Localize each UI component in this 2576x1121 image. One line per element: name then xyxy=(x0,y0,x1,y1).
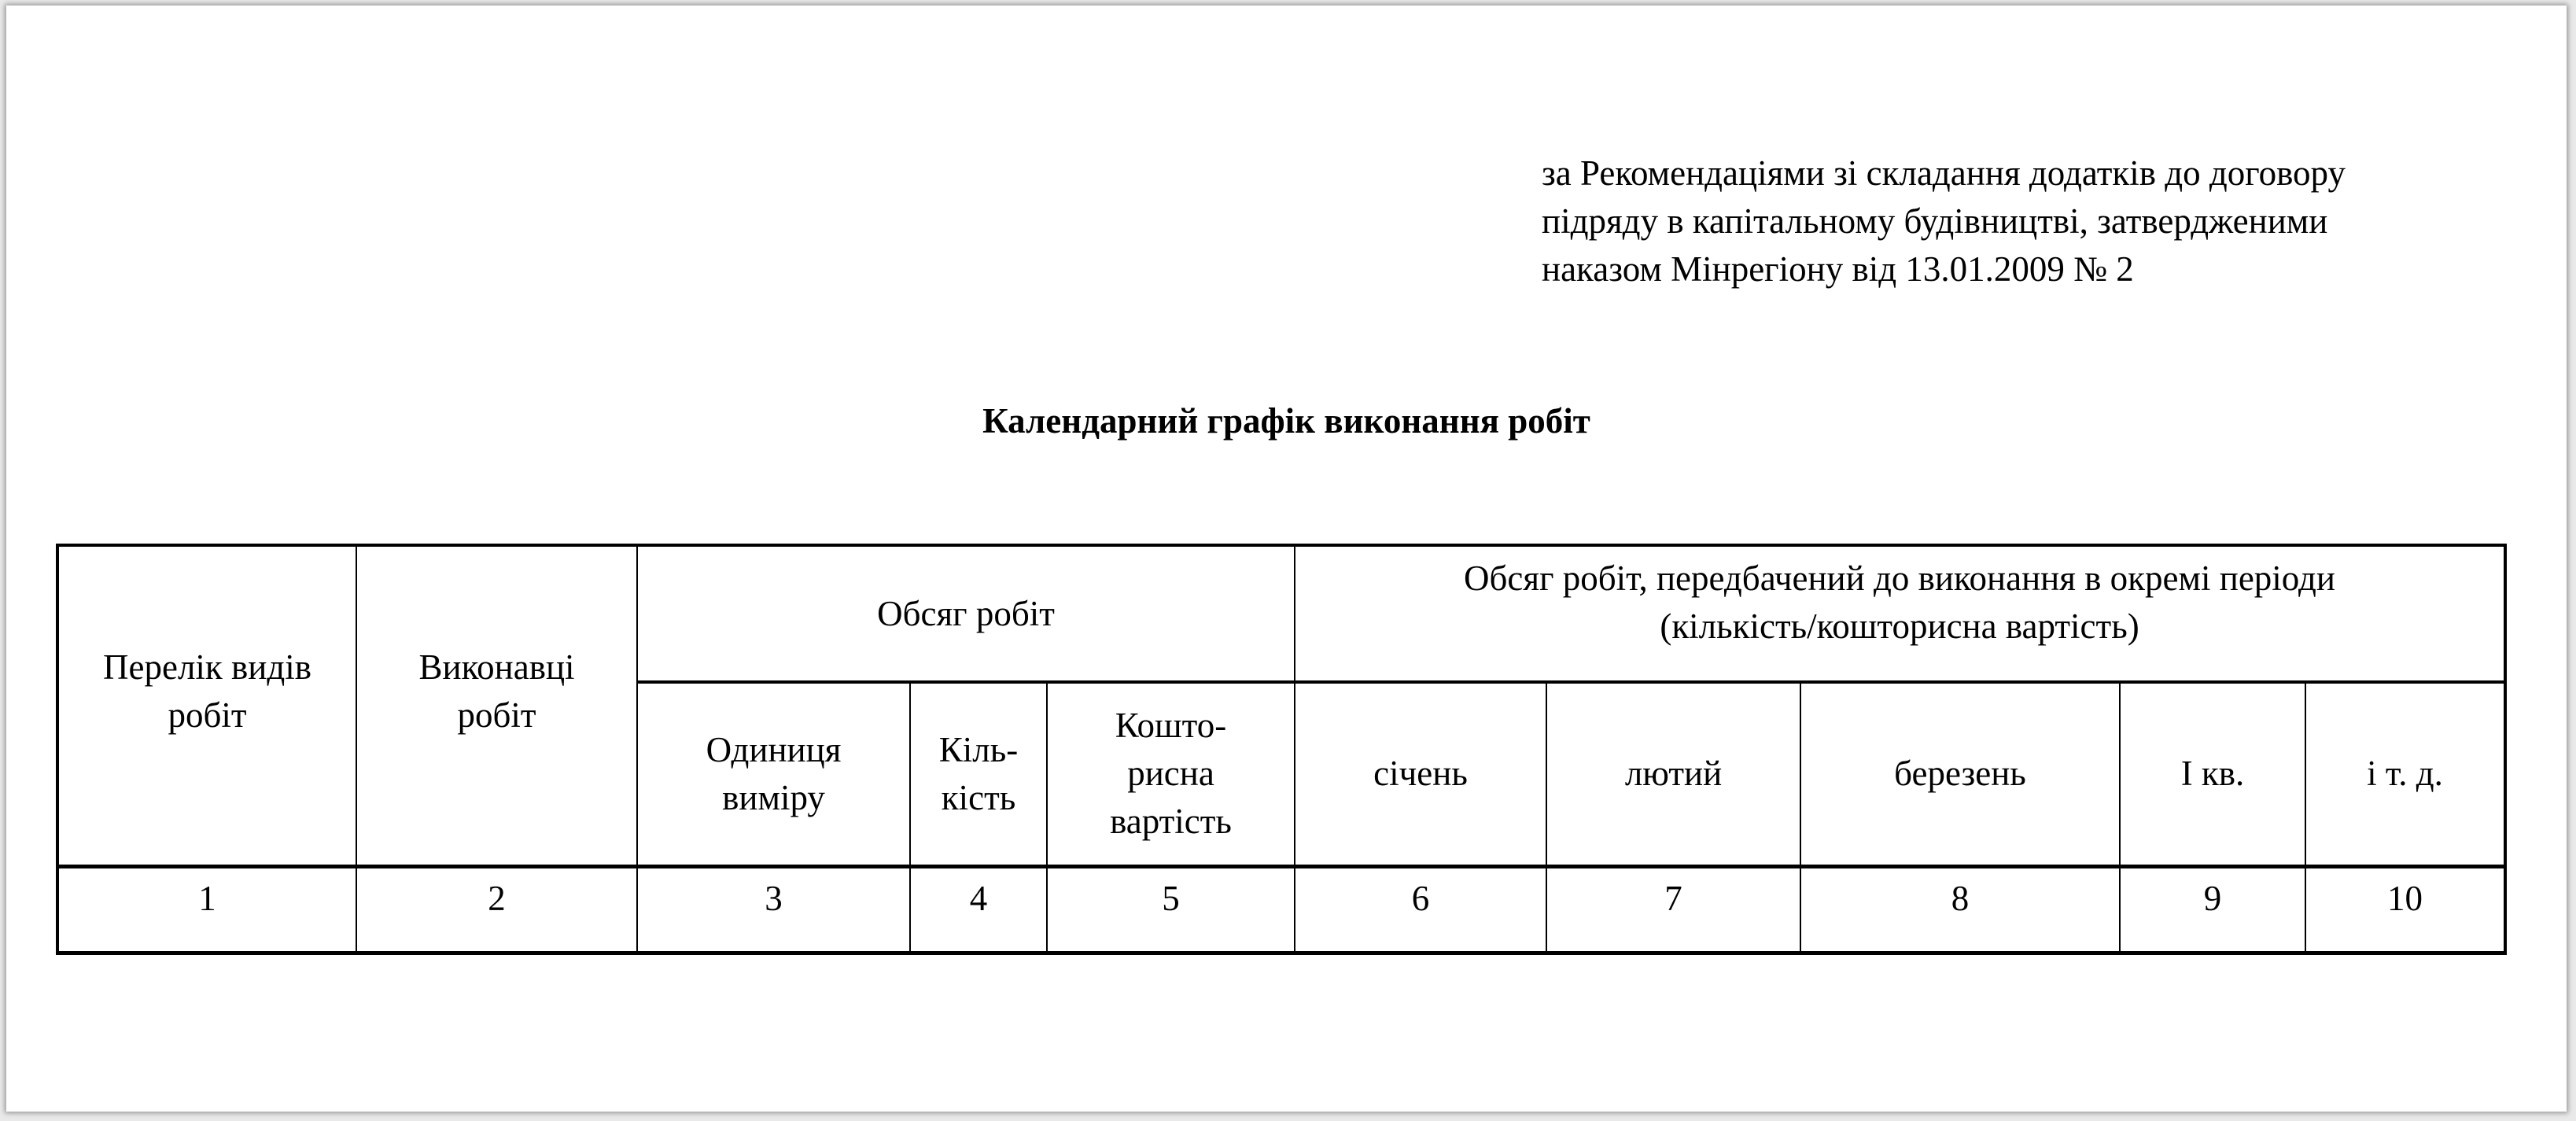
header-text-line: рисна xyxy=(1127,754,1214,794)
header-works-list xyxy=(57,545,356,866)
column-number: 7 xyxy=(1546,866,1800,953)
calendar-schedule-table xyxy=(56,544,2507,955)
header-row-top xyxy=(57,545,2505,682)
column-number: 2 xyxy=(356,866,637,953)
column-number: 6 xyxy=(1295,866,1546,953)
header-volume-group: Обсяг робіт xyxy=(637,545,1295,682)
header-text-line: Перелік видів xyxy=(103,647,311,687)
header-text-line: (кількість/кошторисна вартість) xyxy=(1660,607,2139,646)
header-text-line: робіт xyxy=(168,695,247,735)
header-estimated-cost xyxy=(1047,682,1295,866)
header-text-line: Виконавці xyxy=(418,647,575,687)
column-number: 10 xyxy=(2305,866,2505,953)
approval-note-line: за Рекомендаціями зі складання додатків до договору xyxy=(1542,153,2346,193)
approval-note-line: підряду в капітальному будівництві, затвердженими xyxy=(1542,201,2328,241)
header-period-q1: І кв. xyxy=(2120,682,2305,866)
header-contractors xyxy=(356,545,637,866)
header-periods-group xyxy=(1295,545,2505,682)
header-period-march: березень xyxy=(1800,682,2120,866)
document-title: Календарний графік виконання робіт xyxy=(982,401,1590,441)
document-page xyxy=(6,6,2567,1112)
approval-note xyxy=(1542,149,2533,293)
header-text-line: Кіль- xyxy=(938,729,1019,769)
header-period-january: січень xyxy=(1295,682,1546,866)
header-unit xyxy=(637,682,910,866)
column-number: 9 xyxy=(2120,866,2305,953)
header-quantity xyxy=(910,682,1047,866)
column-numbers-row xyxy=(57,866,2505,953)
column-number: 1 xyxy=(57,866,356,953)
column-number: 8 xyxy=(1800,866,2120,953)
column-number: 4 xyxy=(910,866,1047,953)
header-text-line: Обсяг робіт, передбачений до виконання в окремі періоди xyxy=(1464,559,2335,598)
header-period-february: лютий xyxy=(1546,682,1800,866)
column-number: 5 xyxy=(1047,866,1295,953)
header-text-line: Кошто- xyxy=(1115,706,1227,746)
approval-note-line: наказом Мінрегіону від 13.01.2009 № 2 xyxy=(1542,249,2134,289)
header-text-line: вартість xyxy=(1110,802,1232,842)
column-number: 3 xyxy=(637,866,910,953)
header-period-etc: і т. д. xyxy=(2305,682,2505,866)
header-text-line: Одиниця xyxy=(706,729,842,769)
header-text-line: робіт xyxy=(457,695,536,735)
header-text-line: кість xyxy=(941,777,1016,817)
header-text-line: виміру xyxy=(722,777,825,817)
